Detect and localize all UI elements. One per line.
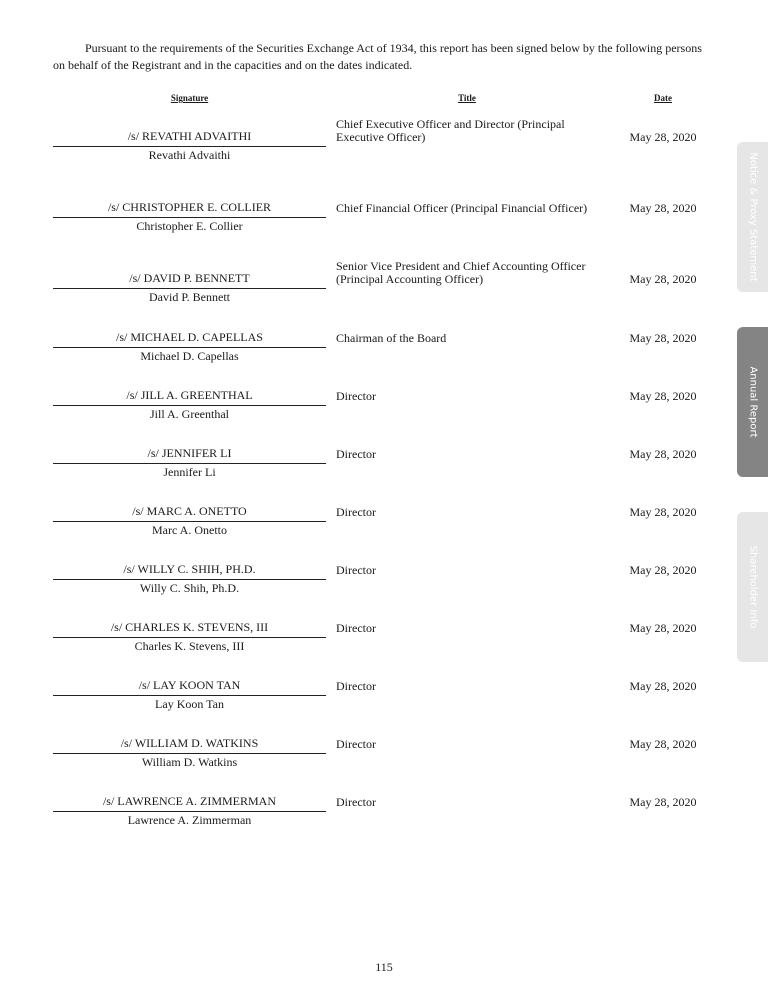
signer-title: Director: [336, 447, 376, 461]
printed-name: Jill A. Greenthal: [150, 407, 229, 421]
signer-title: Senior Vice President and Chief Accounting Officer (Principal Accounting Officer): [336, 259, 586, 286]
signer-title: Director: [336, 737, 376, 751]
printed-name: Jennifer Li: [163, 465, 216, 479]
signature-date: May 28, 2020: [629, 389, 697, 403]
signer-title: Director: [336, 563, 376, 577]
signature-row: [0, 675, 768, 715]
intro-paragraph: Pursuant to the requirements of the Securities Exchange Act of 1934, this report has been signed below by the following persons on behalf of the Registrant and in the capacities and on the dates indicated.: [53, 41, 702, 72]
signature-date: May 28, 2020: [629, 737, 697, 751]
printed-name: Revathi Advaithi: [148, 148, 231, 162]
signature-column-header: Signature: [170, 93, 209, 103]
signature-row: [0, 385, 768, 425]
signature-row: [0, 197, 768, 237]
signature-date: May 28, 2020: [629, 563, 697, 577]
printed-name: Willy C. Shih, Ph.D.: [139, 581, 240, 595]
printed-name: Lawrence A. Zimmerman: [127, 813, 252, 827]
tab-label: Annual Report: [747, 366, 758, 438]
signed-name: /s/ WILLY C. SHIH, PH.D.: [53, 562, 326, 580]
tab-annual-report[interactable]: [737, 327, 768, 477]
signature-date: May 28, 2020: [629, 130, 697, 144]
printed-name: Charles K. Stevens, III: [134, 639, 245, 653]
signed-name: /s/ LAWRENCE A. ZIMMERMAN: [53, 794, 326, 812]
signed-name: /s/ JENNIFER LI: [53, 446, 326, 464]
signature-row: [0, 443, 768, 483]
signature-date: May 28, 2020: [629, 795, 697, 809]
signature-row: [0, 501, 768, 541]
tab-label: Shareholder Info: [747, 545, 758, 629]
printed-name: Michael D. Capellas: [140, 349, 239, 363]
title-column-header: Title: [458, 93, 476, 103]
signed-name: /s/ DAVID P. BENNETT: [53, 271, 326, 289]
signature-date: May 28, 2020: [629, 505, 697, 519]
tab-label: Notice & Proxy Statement: [747, 152, 758, 282]
signed-name: /s/ WILLIAM D. WATKINS: [53, 736, 326, 754]
signature-date: May 28, 2020: [629, 272, 697, 286]
signature-date: May 28, 2020: [629, 679, 697, 693]
page-number: 115: [375, 960, 393, 974]
signature-date: May 28, 2020: [629, 331, 697, 345]
signed-name: /s/ MICHAEL D. CAPELLAS: [53, 330, 326, 348]
signer-title: Director: [336, 389, 376, 403]
printed-name: David P. Bennett: [149, 290, 230, 304]
signature-date: May 28, 2020: [629, 201, 697, 215]
signed-name: /s/ REVATHI ADVAITHI: [53, 129, 326, 147]
printed-name: Marc A. Onetto: [152, 523, 227, 537]
signed-name: /s/ LAY KOON TAN: [53, 678, 326, 696]
printed-name: William D. Watkins: [141, 755, 238, 769]
printed-name: Lay Koon Tan: [155, 697, 224, 711]
signed-name: /s/ JILL A. GREENTHAL: [53, 388, 326, 406]
signer-title: Director: [336, 505, 376, 519]
signer-title: Chairman of the Board: [336, 331, 447, 345]
signature-row: [0, 117, 768, 166]
signature-row: [0, 559, 768, 599]
signer-title: Director: [336, 795, 376, 809]
signature-row: [0, 617, 768, 657]
tab-notice-proxy-statement[interactable]: [737, 142, 768, 292]
signed-name: /s/ MARC A. ONETTO: [53, 504, 326, 522]
date-column-header: Date: [654, 93, 672, 103]
signer-title: Chief Financial Officer (Principal Financial Officer): [336, 201, 588, 215]
signer-title: Chief Executive Officer and Director (Principal Executive Officer): [336, 117, 565, 144]
tab-shareholder-info[interactable]: [737, 512, 768, 662]
signature-row: [0, 733, 768, 773]
signed-name: /s/ CHARLES K. STEVENS, III: [53, 620, 326, 638]
signer-title: Director: [336, 679, 376, 693]
signature-row: [0, 791, 768, 831]
signature-date: May 28, 2020: [629, 447, 697, 461]
printed-name: Christopher E. Collier: [136, 219, 243, 233]
signature-row: [0, 327, 768, 367]
signature-row: [0, 259, 768, 308]
signature-date: May 28, 2020: [629, 621, 697, 635]
signed-name: /s/ CHRISTOPHER E. COLLIER: [53, 200, 326, 218]
signer-title: Director: [336, 621, 376, 635]
